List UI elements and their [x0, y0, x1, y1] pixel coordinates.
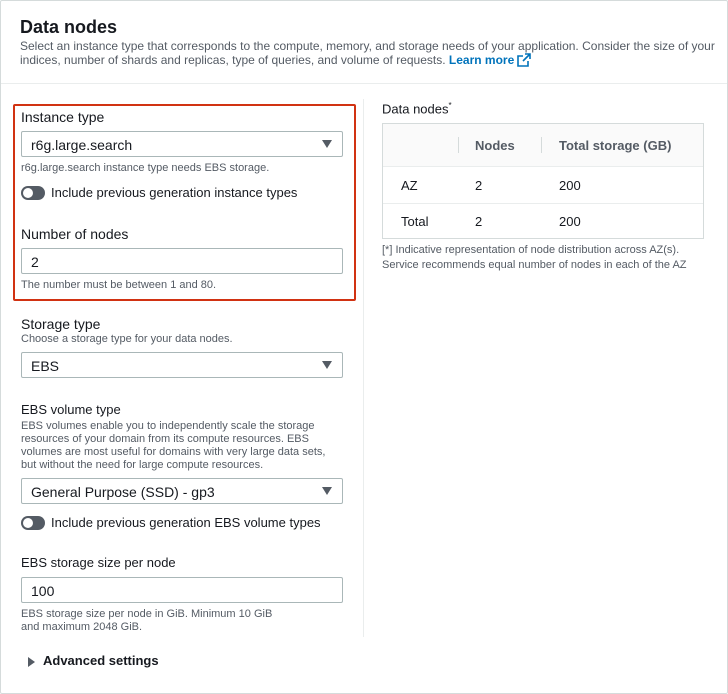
- summary-title-mark: *: [448, 101, 452, 110]
- row-nodes: 2: [475, 214, 483, 229]
- ebs-size-label: EBS storage size per node: [21, 555, 176, 570]
- footnote-line: [*] Indicative representation of node distribution across AZ(s).: [382, 244, 680, 256]
- summary-title-text: Data nodes: [382, 101, 449, 117]
- storage-type-label: Storage type: [21, 316, 101, 332]
- previous-generation-ebs-toggle[interactable]: [21, 516, 45, 530]
- ebs-size-hint: [21, 608, 272, 634]
- storage-type-select[interactable]: [21, 352, 343, 378]
- section-title: Data nodes: [20, 17, 118, 37]
- number-of-nodes-label: Number of nodes: [21, 226, 129, 242]
- ebs-volume-type-select[interactable]: [21, 478, 343, 504]
- caret-down-icon: [322, 487, 332, 495]
- hint-line: and maximum 2048 GiB.: [21, 621, 143, 633]
- footnote-line: Service recommends equal number of nodes in each of the AZ: [382, 259, 687, 271]
- hint-line: EBS storage size per node in GiB. Minimum 10 GiB: [21, 608, 273, 620]
- ebs-volume-type-label: EBS volume type: [21, 402, 121, 417]
- column-header: Total storage (GB): [559, 138, 672, 153]
- ebs-size-input[interactable]: [21, 577, 343, 603]
- storage-type-value: EBS: [31, 358, 60, 374]
- ebs-size-value: 100: [31, 583, 55, 599]
- ebs-volume-type-description: [21, 420, 325, 472]
- column-header: Nodes: [475, 138, 515, 153]
- row-storage: 200: [559, 178, 581, 193]
- instance-type-select[interactable]: [21, 131, 343, 157]
- previous-generation-ebs-label: Include previous generation EBS volume types: [51, 515, 321, 530]
- caret-right-icon[interactable]: [28, 657, 35, 667]
- caret-down-icon: [322, 140, 332, 148]
- section-description-text: Select an instance type that corresponds to the compute, memory, and storage needs of your application. Consider the size of your indices, number of shards and replicas, type of queries, and volume of requests.: [20, 39, 715, 67]
- number-of-nodes-value: 2: [31, 254, 39, 270]
- row-nodes: 2: [475, 178, 483, 193]
- table-footnote: [382, 243, 712, 273]
- number-of-nodes-input[interactable]: [21, 248, 343, 274]
- description-line: but without the need for large compute resources.: [21, 459, 264, 471]
- toggle-knob: [23, 188, 33, 198]
- ebs-volume-type-value: General Purpose (SSD) - gp3: [31, 484, 215, 500]
- external-link-icon: [517, 53, 531, 70]
- number-of-nodes-hint: The number must be between 1 and 80.: [21, 279, 217, 291]
- advanced-settings-toggle[interactable]: Advanced settings: [43, 653, 159, 668]
- instance-type-value: r6g.large.search: [31, 137, 133, 153]
- storage-type-description: Choose a storage type for your data nodes.: [21, 333, 233, 345]
- learn-more-link[interactable]: [449, 53, 531, 67]
- learn-more-label: Learn more: [448, 53, 515, 67]
- table-row: [383, 203, 703, 239]
- panel-header: [1, 1, 727, 84]
- caret-down-icon: [322, 361, 332, 369]
- section-description: [20, 39, 720, 70]
- column-separator: [458, 137, 459, 153]
- instance-type-label: Instance type: [21, 109, 105, 125]
- toggle-knob: [23, 518, 33, 528]
- table-header: [383, 124, 703, 167]
- previous-generation-instance-label: Include previous generation instance types: [51, 185, 298, 200]
- description-line: volumes are most useful for domains with very large data sets,: [21, 446, 326, 458]
- instance-type-hint: r6g.large.search instance type needs EBS storage.: [21, 162, 270, 174]
- data-nodes-summary-title: [382, 101, 452, 116]
- column-separator: [541, 137, 542, 153]
- previous-generation-instance-toggle[interactable]: [21, 186, 45, 200]
- table-row: [383, 167, 703, 204]
- description-line: resources of your domain from its compute resources. EBS: [21, 433, 309, 445]
- data-nodes-table: [382, 123, 704, 239]
- description-line: EBS volumes enable you to independently scale the storage: [21, 420, 315, 432]
- row-label: Total: [401, 214, 429, 229]
- row-label: AZ: [401, 178, 418, 193]
- column-divider: [363, 99, 364, 637]
- row-storage: 200: [559, 214, 581, 229]
